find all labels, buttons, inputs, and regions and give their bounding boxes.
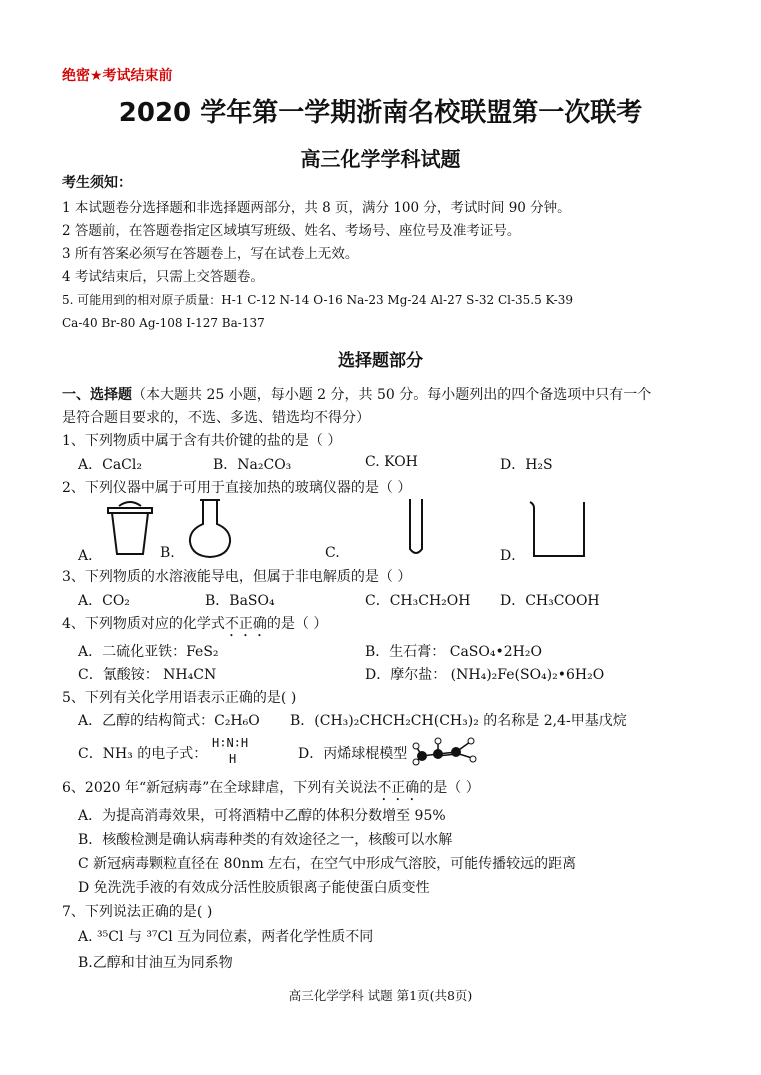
q5-option-d: D．丙烯球棍模型 xyxy=(298,746,408,762)
q1-option-a: A．CaCl₂ xyxy=(78,457,142,473)
confidential-mark: 绝密★考试结束前 xyxy=(62,68,173,84)
part1-label: 一、选择题 xyxy=(62,387,132,403)
q6-stem-post: 的是（ ） xyxy=(419,780,480,796)
q5-electron-formula: H∶N∶H xyxy=(212,736,249,750)
q6-stem xyxy=(62,777,480,804)
notice-item-5: 5. 可能用到的相对原子质量：H-1 C-12 N-14 O-16 Na-23 Mg-24 Al-27 S-32 Cl-35.5 K-39 xyxy=(62,293,573,307)
exam-title: 2020 学年第一学期浙南名校联盟第一次联考 xyxy=(118,98,643,128)
q1-option-d: D．H₂S xyxy=(500,457,553,473)
part1-desc-1: （本大题共 25 小题，每小题 2 分，共 50 分。每小题列出的四个备选项中只有一个 xyxy=(132,387,652,403)
q4-option-b: B．生石膏： CaSO₄•2H₂O xyxy=(365,644,542,660)
q1-stem: 1、下列物质中属于含有共价键的盐的是（ ） xyxy=(62,433,342,449)
notice-heading: 考生须知： xyxy=(62,175,132,191)
propene-ball-stick-model xyxy=(412,732,482,766)
q4-stem-pre: 4、下列物质对应的化学式 xyxy=(62,616,225,632)
q3-option-d: D．CH₃COOH xyxy=(500,593,600,609)
q3-option-c: C．CH₃CH₂OH xyxy=(365,593,471,609)
q1-option-c: C. KOH xyxy=(365,454,418,470)
notice-item-3: 3 所有答案必须写在答题卷上，写在试卷上无效。 xyxy=(62,246,359,262)
notice-item-2: 2 答题前，在答题卷指定区域填写班级、姓名、考场号、座位号及准考证号。 xyxy=(62,223,521,239)
beaker-icon xyxy=(528,500,588,560)
q3-stem: 3、下列物质的水溶液能导电，但属于非电解质的是（ ） xyxy=(62,569,412,585)
q2-option-b: B. xyxy=(160,545,175,561)
q6-stem-emphasis: 不正确 xyxy=(377,780,420,796)
q3-option-b: B．BaSO₄ xyxy=(205,593,275,609)
q6-stem-pre: 6、2020 年“新冠病毒”在全球肆虐，下列有关说法 xyxy=(62,780,378,796)
q7-option-a: A. ³⁵Cl 与 ³⁷Cl 互为同位素，两者化学性质不同 xyxy=(78,929,374,945)
q2-option-c: C. xyxy=(325,545,340,561)
part1-intro xyxy=(62,384,651,404)
q7-stem: 7、下列说法正确的是( ) xyxy=(62,904,213,920)
q6-option-d: D 免洗洗手液的有效成分活性胶质银离子能使蛋白质变性 xyxy=(78,880,430,896)
q2-option-a: A． xyxy=(78,548,103,564)
crucible-icon xyxy=(105,500,155,558)
notice-item-6: Ca-40 Br-80 Ag-108 I-127 Ba-137 xyxy=(62,316,265,330)
exam-subtitle: 高三化学学科试题 xyxy=(300,147,461,171)
q4-option-d: D．摩尔盐： (NH₄)₂Fe(SO₄)₂•6H₂O xyxy=(365,667,605,683)
q2-option-d: D． xyxy=(500,548,526,564)
notice-item-4: 4 考试结束后，只需上交答题卷。 xyxy=(62,269,264,285)
q5-option-a: A．乙醇的结构简式：C₂H₆O xyxy=(78,713,260,729)
q5-electron-formula-h: H xyxy=(229,752,237,766)
q4-stem-post: 的是（ ） xyxy=(266,616,328,632)
q1-option-b: B．Na₂CO₃ xyxy=(213,457,292,473)
q7-option-b: B.乙醇和甘油互为同系物 xyxy=(78,955,233,971)
flask-icon xyxy=(186,498,234,560)
q3-option-a: A．CO₂ xyxy=(78,593,130,609)
q2-stem: 2、下列仪器中属于可用于直接加热的玻璃仪器的是（ ） xyxy=(62,480,412,496)
page-footer: 高三化学学科 试题 第1页(共8页) xyxy=(288,988,473,1003)
q6-option-a: A．为提高消毒效果，可将酒精中乙醇的体积分数增至 95% xyxy=(78,808,446,824)
q6-option-b: B．核酸检测是确认病毒种类的有效途径之一，核酸可以水解 xyxy=(78,832,453,848)
q5-option-b: B．(CH₃)₂CHCH₂CH(CH₃)₂ 的名称是 2,4-甲基戊烷 xyxy=(290,713,627,729)
q4-stem xyxy=(62,613,327,640)
notice-item-1: 1 本试题卷分选择题和非选择题两部分，共 8 页，满分 100 分，考试时间 90 分钟。 xyxy=(62,200,571,216)
q5-option-c: C．NH₃ 的电子式： xyxy=(78,746,208,762)
part1-desc-2: 是符合题目要求的，不选、多选、错选均不得分） xyxy=(62,410,370,426)
q4-stem-emphasis: 不正确 xyxy=(224,616,267,632)
q6-option-c: C 新冠病毒颗粒直径在 80nm 左右，在空气中形成气溶胶，可能传播较远的距离 xyxy=(78,856,577,872)
test-tube-icon xyxy=(404,497,428,559)
section-title: 选择题部分 xyxy=(338,351,423,371)
q4-option-a: A．二硫化亚铁：FeS₂ xyxy=(78,644,219,660)
q4-option-c: C．氰酸铵： NH₄CN xyxy=(78,667,217,683)
q5-stem: 5、下列有关化学用语表示正确的是( ) xyxy=(62,690,297,706)
